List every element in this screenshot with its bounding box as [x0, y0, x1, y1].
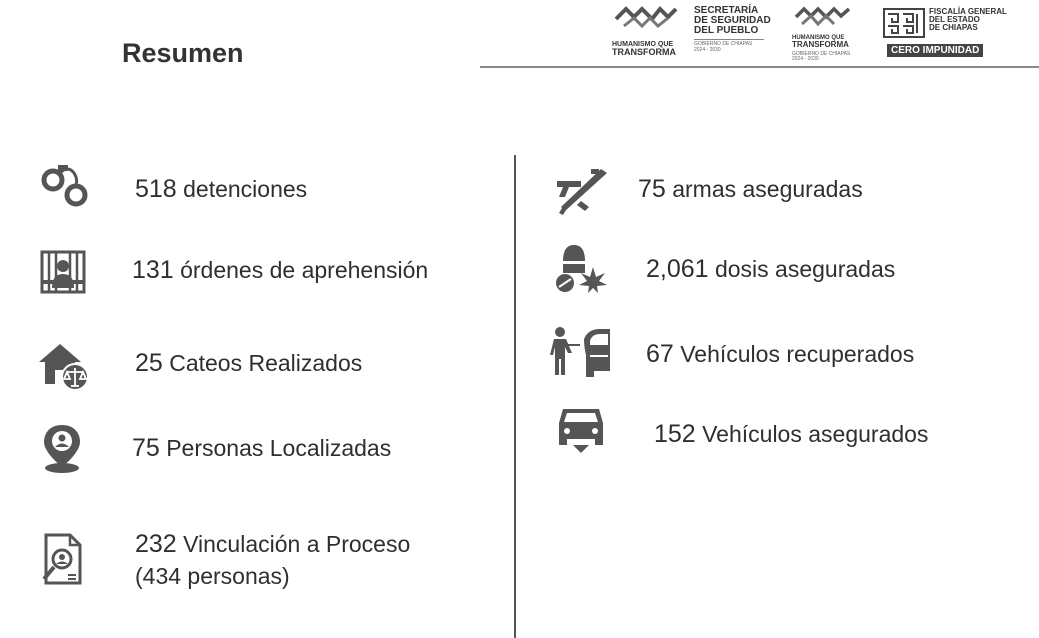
document-search-icon: [40, 533, 84, 585]
logo-text: TRANSFORMA: [612, 47, 676, 57]
car-icon: [555, 405, 607, 455]
page-title: Resumen: [122, 38, 244, 68]
stat-label: armas aseguradas: [672, 176, 863, 202]
stat-label: Personas Localizadas: [166, 435, 392, 461]
stat-label: Cateos Realizados: [169, 350, 363, 376]
humanismo-emblem-icon: [612, 6, 682, 32]
stat-label: dosis aseguradas: [714, 256, 896, 282]
humanismo-logo-2: [792, 6, 862, 62]
logo-text: DEL ESTADO: [929, 15, 980, 24]
stat-cateos: [135, 347, 362, 379]
stat-number: 131: [132, 256, 174, 284]
drugs-icon: [555, 243, 609, 295]
stat-ordenes: [132, 254, 428, 286]
secretaria-logo: [694, 6, 784, 53]
stat-label: Vehículos recuperados: [680, 341, 915, 367]
logo-text: SECRETARÍA: [694, 5, 759, 16]
stat-number: 2,061: [646, 255, 709, 283]
logo-text: FISCALÍA GENERAL: [929, 7, 1007, 16]
handcuffs-icon: [40, 163, 90, 209]
column-divider: [514, 155, 516, 638]
stat-detenciones: [135, 173, 307, 205]
stat-label: Vinculación a Proceso: [183, 531, 411, 557]
stat-vehiculos-recuperados: [646, 338, 914, 370]
humanismo-logo: [612, 6, 686, 57]
stat-armas: [638, 173, 863, 205]
location-person-icon: [40, 423, 84, 475]
logo-text: DE CHIAPAS: [929, 23, 978, 32]
stat-number: 75: [638, 175, 666, 203]
stat-personas: [132, 432, 391, 464]
logo-text: HUMANISMO QUE: [612, 41, 674, 48]
stat-sublabel: (434 personas): [135, 563, 290, 589]
logo-subtext: 2024 - 2030: [792, 56, 819, 62]
stat-number: 518: [135, 175, 177, 203]
stat-number: 75: [132, 434, 160, 462]
cero-impunidad-badge: CERO IMPUNIDAD: [887, 44, 983, 57]
person-car-icon: [550, 325, 612, 379]
stat-number: 152: [654, 420, 696, 448]
logo-text: DE SEGURIDAD: [694, 15, 771, 26]
weapons-icon: [555, 167, 609, 217]
house-scale-icon: [37, 340, 91, 392]
logo-subtext: GOBIERNO DE CHIAPAS: [694, 41, 753, 47]
fiscalia-emblem-icon: [883, 8, 925, 38]
logo-text: HUMANISMO QUE: [792, 35, 845, 41]
stat-number: 67: [646, 340, 674, 368]
logo-text: TRANSFORMA: [792, 40, 849, 49]
stat-number: 25: [135, 349, 163, 377]
humanismo-emblem-icon: [792, 6, 854, 28]
logo-text: DEL PUEBLO: [694, 25, 759, 36]
stat-vinculacion: [135, 528, 410, 592]
logo-subtext: 2024 - 2030: [694, 47, 721, 53]
stat-label: detenciones: [183, 176, 308, 202]
prisoner-icon: [40, 250, 86, 294]
stat-label: Vehículos asegurados: [702, 421, 929, 447]
stat-label: órdenes de aprehensión: [180, 257, 429, 283]
stat-dosis: [646, 253, 895, 285]
logo-subtext: GOBIERNO DE CHIAPAS: [792, 51, 851, 57]
stat-vehiculos-asegurados: [654, 418, 928, 450]
stat-number: 232: [135, 530, 177, 558]
header-divider: [480, 66, 1039, 68]
